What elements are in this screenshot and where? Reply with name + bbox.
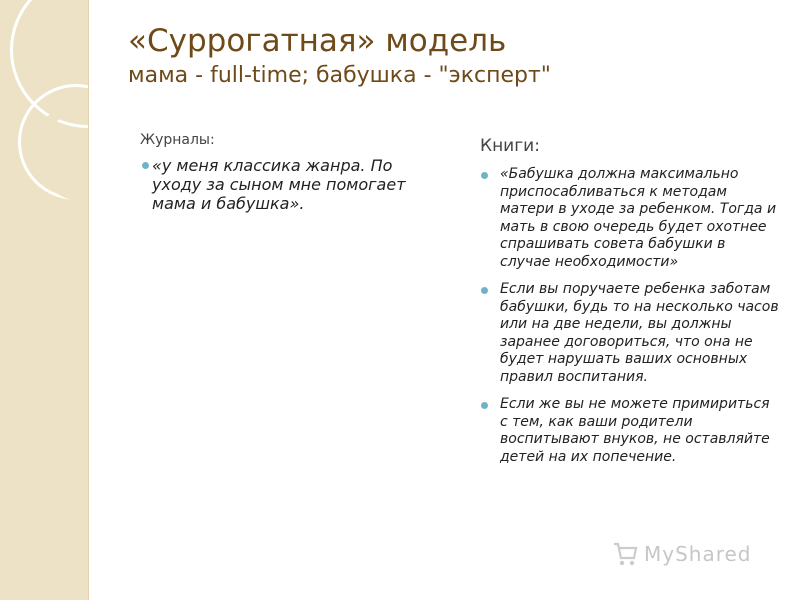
cart-icon (612, 540, 638, 568)
books-column (480, 136, 780, 476)
list-item (140, 156, 440, 213)
journals-heading: Журналы: (140, 132, 215, 148)
slide-title (128, 22, 778, 90)
list-item-text: «у меня классика жанра. По уходу за сыном мне помогает мама и бабушка». (152, 156, 406, 213)
watermark (612, 538, 762, 570)
list-item-text: Если вы поручаете ребенка заботам бабушки, будь то на несколько часов или на две недели, вы должны заранее договориться, что она не будет нарушать ваших основных правил воспитания. (500, 281, 779, 385)
list-item-text: Если же вы не можете примириться с тем, как ваши родители воспитывают внуков, не оставляйте детей на их попечение. (500, 396, 770, 465)
bullet-icon (481, 172, 488, 179)
bullet-icon (481, 287, 488, 294)
books-heading: Книги: (480, 136, 540, 156)
books-list (480, 166, 780, 466)
list-item (480, 166, 780, 271)
list-item (480, 281, 780, 386)
list-item (480, 396, 780, 466)
bullet-icon (481, 402, 488, 409)
watermark-text: MyShared (644, 542, 752, 566)
list-item-text: «Бабушка должна максимально приспосабливаться к методам матери в уходе за ребенком. Тогда и мать в свою очередь будет охотнее спрашивать совета бабушки в случае необходимости» (500, 166, 777, 270)
journals-list (140, 156, 440, 213)
title-subtitle: мама - full-time; бабушка - "эксперт" (128, 63, 551, 88)
title-main: «Суррогатная» модель (128, 23, 507, 59)
bullet-icon (142, 162, 149, 169)
journals-column (140, 132, 440, 213)
decorative-sidebar (0, 0, 89, 600)
